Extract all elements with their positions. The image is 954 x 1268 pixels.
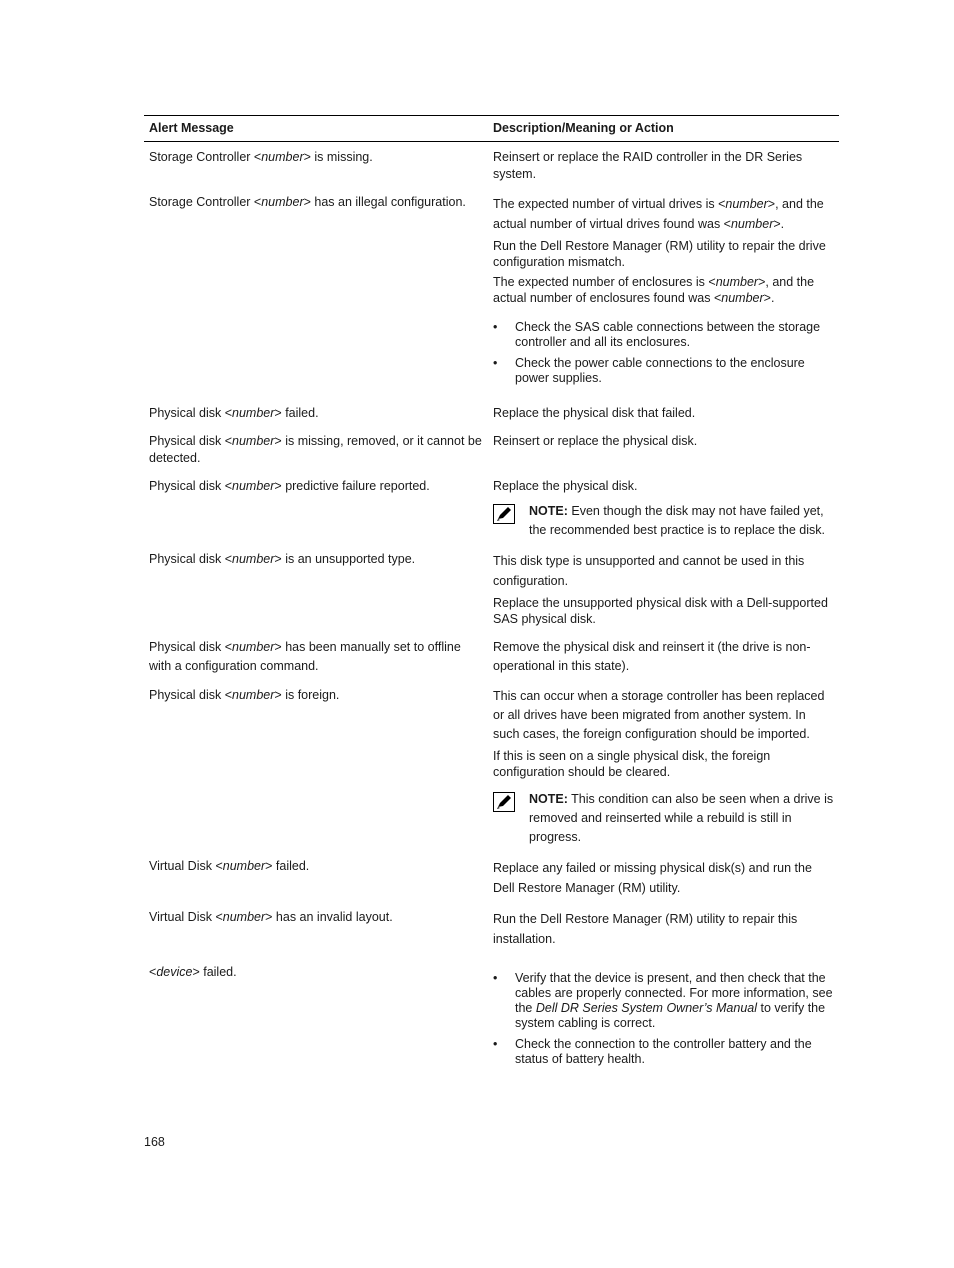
table-row [144, 681, 839, 852]
alert-message-cell: <device> failed. [149, 965, 237, 979]
description-cell: This disk type is unsupported and cannot be used in this configuration. Replace the unsupported physical disk with a Dell-supported SAS physical disk. [493, 554, 828, 626]
page-number: 168 [144, 1135, 165, 1149]
description-cell: Remove the physical disk and reinsert it (the drive is non-operational in this state). [493, 640, 811, 673]
table-row [144, 472, 839, 545]
alert-message-cell: Physical disk <number> is an unsupported type. [149, 552, 416, 566]
table-row [144, 545, 839, 632]
description-cell: Replace any failed or missing physical disk(s) and run the Dell Restore Manager (RM) utility. [493, 861, 812, 895]
table-row [144, 852, 839, 903]
alert-message-cell: Physical disk <number> is foreign. [149, 688, 340, 702]
table-row [144, 427, 839, 472]
note-pencil-icon [493, 792, 515, 812]
alert-message-cell: Virtual Disk <number> has an invalid layout. [149, 910, 393, 924]
description-cell: Replace the physical disk. NOTE: Even though the disk may not have failed yet, the recommended best practice is to replace the disk. [488, 472, 839, 545]
table-row [144, 903, 839, 954]
list-item: • Verify that the device is present, and then check that the cables are properly connected. For more information, see the Dell DR Series System Owner’s Manual to verify the system cabling is correct. [493, 971, 833, 1030]
table-header-row [144, 116, 839, 142]
description-cell: Run the Dell Restore Manager (RM) utility to repair this installation. [493, 912, 798, 946]
alert-message-cell: Physical disk <number> is missing, removed, or it cannot be detected. [149, 434, 482, 465]
description-cell: Reinsert or replace the RAID controller in the DR Series system. [493, 150, 803, 181]
note-box: NOTE: Even though the disk may not have failed yet, the recommended best practice is to replace the disk. [493, 502, 834, 540]
alert-message-cell: Storage Controller <number> has an illegal configuration. [149, 195, 466, 209]
description-cell [488, 954, 839, 1072]
table-row [144, 632, 839, 681]
alert-message-cell: Physical disk <number> has been manually set to offline with a configuration command. [149, 640, 461, 673]
list-item: • Check the SAS cable connections between the storage controller and all its enclosures. [493, 320, 821, 349]
description-cell: The expected number of virtual drives is <number>, and the actual number of virtual drives found was <number>. Run the Dell Restore Manager (RM) utility to repair the drive configuration mismatch. The expected number of enclosures is <number>, and the actual number of enclosures found was <number>. • Check the SAS cable connections between the storage controller and all its enclosures. • Check the power cable connections to the enclosure power supplies. [488, 188, 839, 391]
alert-table [144, 115, 839, 1072]
description-cell: Reinsert or replace the physical disk. [493, 434, 698, 448]
alert-message-cell: Virtual Disk <number> failed. [149, 859, 310, 873]
alert-message-cell: Storage Controller <number> is missing. [149, 150, 373, 164]
table-row [144, 954, 839, 1072]
list-item: • Check the connection to the controller battery and the status of battery health. [493, 1037, 812, 1066]
note-pencil-icon [493, 504, 515, 524]
alert-message-cell: Physical disk <number> failed. [149, 406, 319, 420]
description-cell: This can occur when a storage controller has been replaced or all drives have been migrated from another system. In such cases, the foreign configuration should be imported. If this is seen on a single physical disk, the foreign configuration should be cleared. NOTE: This condition can also be seen when a drive is removed and reinserted while a rebuild is still in progress. [488, 681, 839, 852]
bullet-list [493, 971, 834, 1067]
bullet-list [493, 320, 834, 386]
note-box: NOTE: This condition can also be seen when a drive is removed and reinserted while a rebuild is still in progress. [493, 790, 834, 847]
table-row [144, 188, 839, 391]
column-header-description: Description/Meaning or Action [488, 116, 839, 142]
table-row [144, 142, 839, 189]
alert-message-cell: Physical disk <number> predictive failure reported. [149, 479, 430, 493]
table-row [144, 391, 839, 427]
list-item: • Check the power cable connections to the enclosure power supplies. [493, 356, 805, 385]
column-header-alert: Alert Message [144, 116, 488, 142]
description-cell: Replace the physical disk that failed. [493, 406, 696, 420]
